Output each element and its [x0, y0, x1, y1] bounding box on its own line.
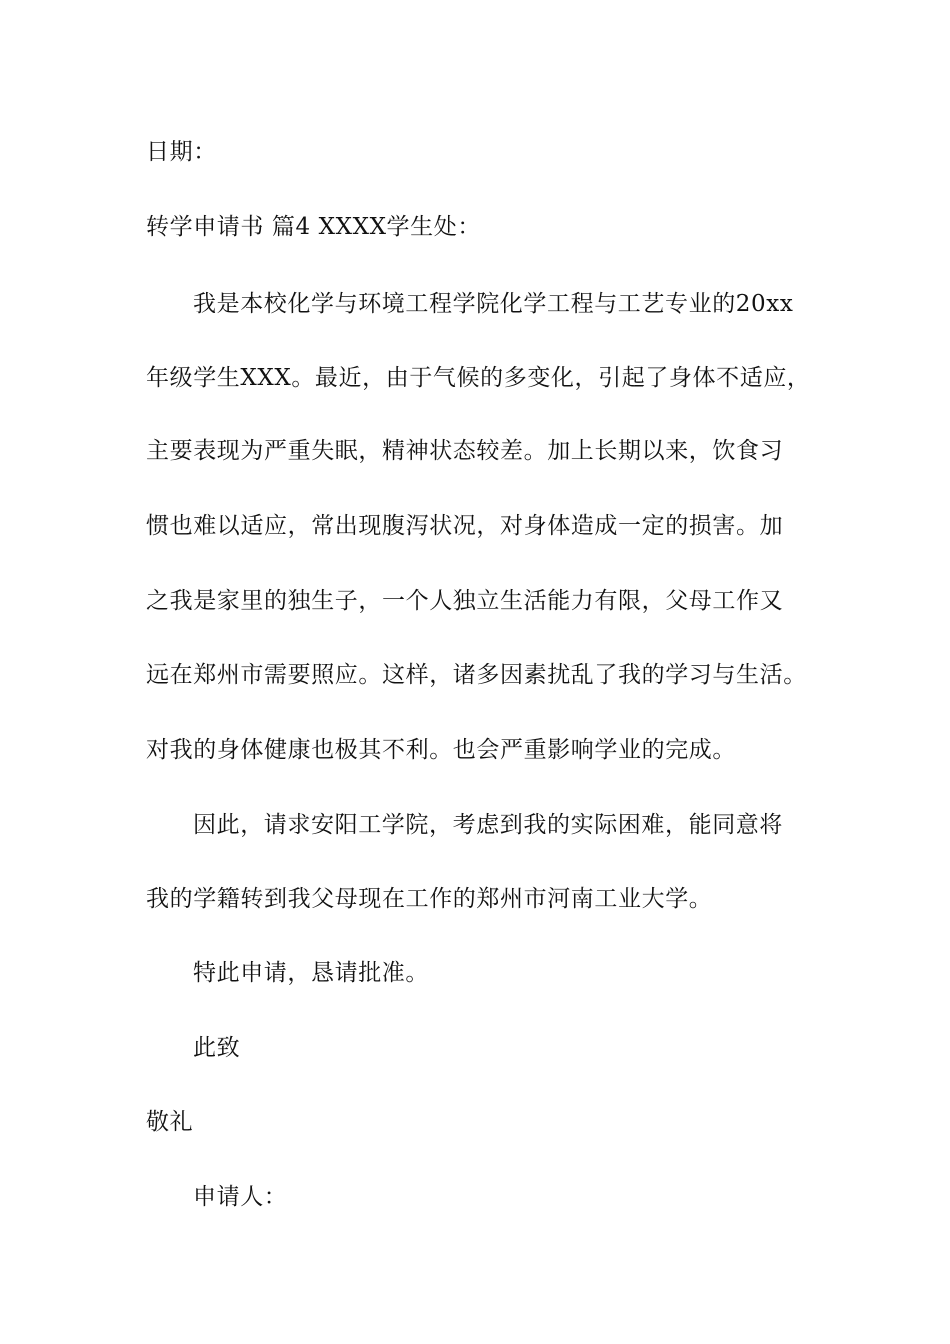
paragraph-line: 远在郑州市需要照应。这样，诸多因素扰乱了我的学习与生活。	[146, 662, 807, 688]
applicant-label: 申请人：	[193, 1184, 288, 1210]
paragraph-line: 对我的身体健康也极其不利。也会严重影响学业的完成。	[146, 737, 736, 763]
closing-request: 特此申请，恳请批准。	[193, 960, 429, 986]
paragraph-line: 主要表现为严重失眠，精神状态较差。加上长期以来，饮食习	[146, 438, 784, 464]
date-label: 日期：	[146, 139, 217, 165]
salutation-jingli: 敬礼	[146, 1109, 194, 1135]
section-heading: 转学申请书 篇4 XXXX学生处：	[146, 214, 481, 240]
salutation-cizhi: 此致	[193, 1035, 241, 1061]
paragraph-line: 之我是家里的独生子，一个人独立生活能力有限，父母工作又	[146, 588, 784, 614]
paragraph-line: 因此，请求安阳工学院，考虑到我的实际困难，能同意将	[193, 812, 783, 838]
paragraph-line: 我是本校化学与环境工程学院化学工程与工艺专业的20xx	[193, 291, 794, 317]
paragraph-line: 我的学籍转到我父母现在工作的郑州市河南工业大学。	[146, 886, 713, 912]
paragraph-line: 年级学生XXX。最近，由于气候的多变化，引起了身体不适应，	[146, 365, 811, 391]
paragraph-line: 惯也难以适应，常出现腹泻状况，对身体造成一定的损害。加	[146, 513, 784, 539]
